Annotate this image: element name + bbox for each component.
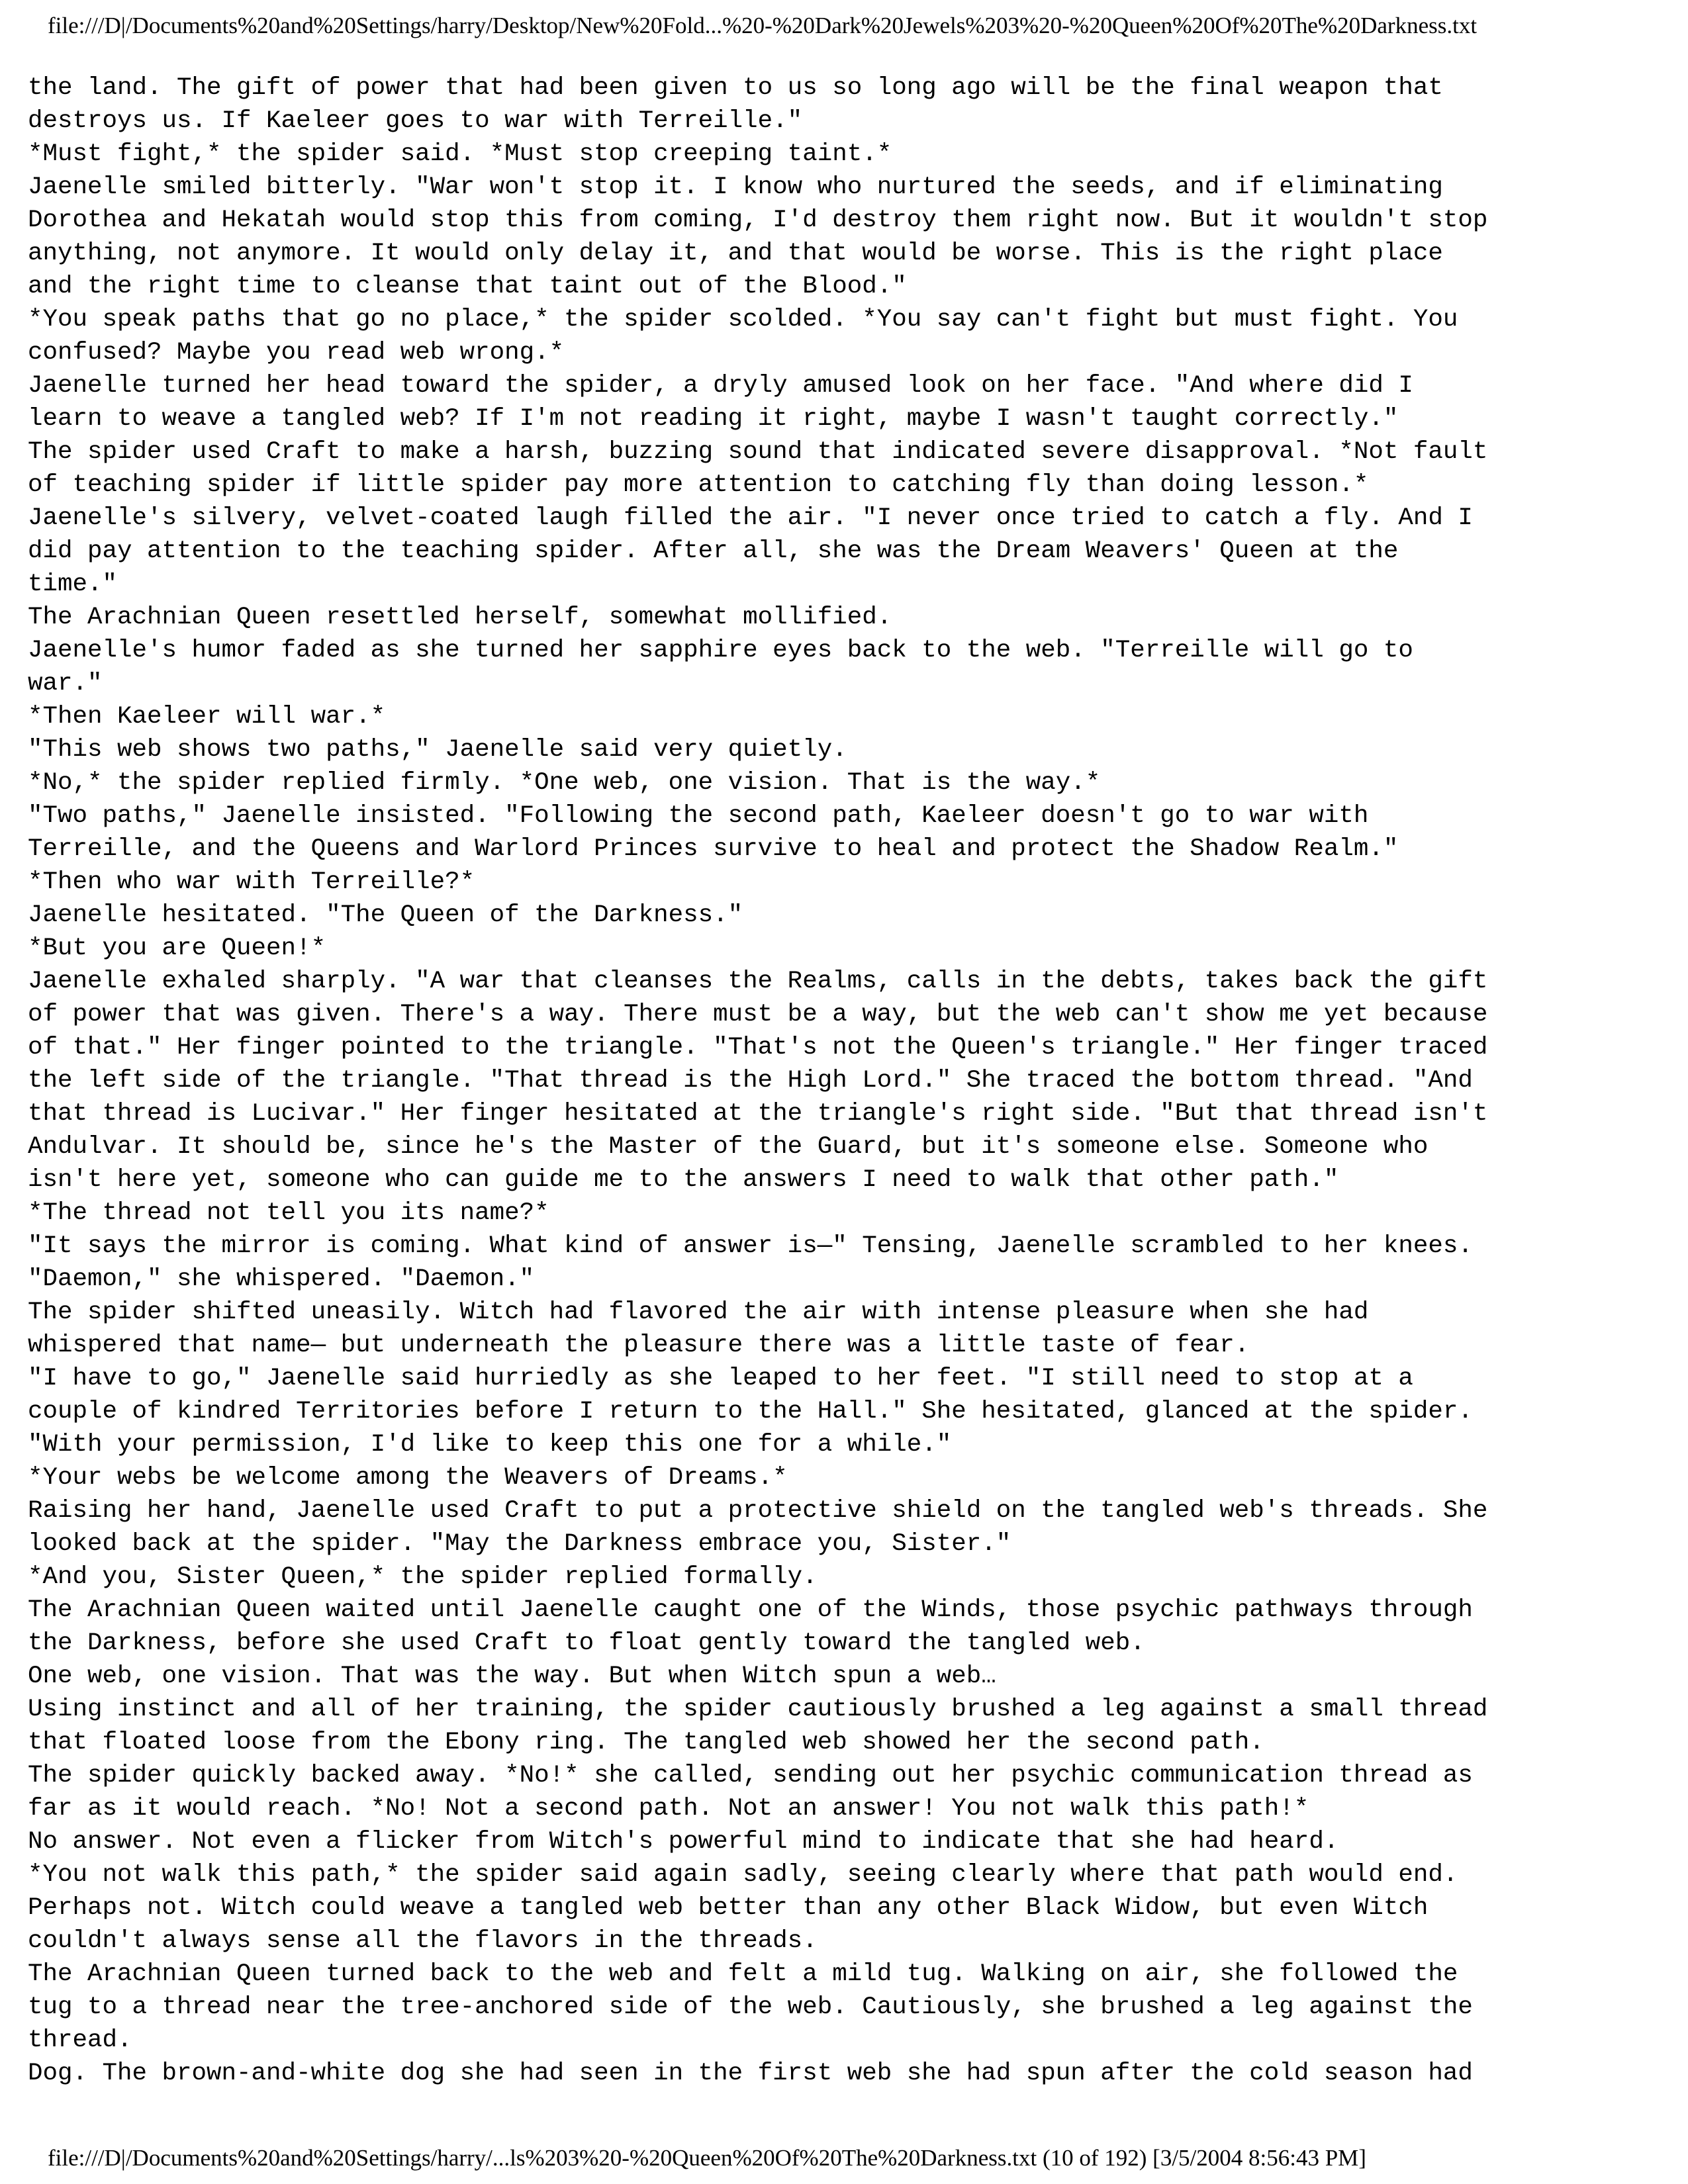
text-line: couldn't always sense all the flavors in the threads. bbox=[28, 1927, 818, 1955]
text-line: anything, not anymore. It would only delay it, and that would be worse. This is the right place bbox=[28, 240, 1443, 267]
text-line: did pay attention to the teaching spider. After all, she was the Dream Weavers' Queen at the bbox=[28, 537, 1399, 565]
text-line: the Darkness, before she used Craft to float gently toward the tangled web. bbox=[28, 1629, 1145, 1657]
text-line: Jaenelle's humor faded as she turned her sapphire eyes back to the web. "Terreille will go to bbox=[28, 637, 1413, 664]
text-line: Andulvar. It should be, since he's the Master of the Guard, but it's someone else. Someone who bbox=[28, 1133, 1429, 1161]
text-line: *No,* the spider replied firmly. *One web, one vision. That is the way.* bbox=[28, 769, 1101, 797]
page-footer-path: file:///D|/Documents%20and%20Settings/harry/...ls%203%20-%20Queen%20Of%20The%20Darkness.txt (10 of 192) [3/5/2004 8:56:43 PM] bbox=[48, 2145, 1366, 2171]
text-line: *Then who war with Terreille?* bbox=[28, 868, 475, 896]
text-line: *Then Kaeleer will war.* bbox=[28, 703, 386, 731]
text-line: confused? Maybe you read web wrong.* bbox=[28, 339, 565, 367]
text-line: the left side of the triangle. "That thread is the High Lord." She traced the bottom thread. "And bbox=[28, 1067, 1473, 1095]
text-line: thread. bbox=[28, 2026, 132, 2054]
text-line: Raising her hand, Jaenelle used Craft to put a protective shield on the tangled web's threads. She bbox=[28, 1497, 1488, 1525]
text-line: The Arachnian Queen waited until Jaenelle caught one of the Winds, those psychic pathways through bbox=[28, 1596, 1473, 1624]
text-line: *Must fight,* the spider said. *Must stop creeping taint.* bbox=[28, 140, 892, 168]
text-line: "Two paths," Jaenelle insisted. "Following the second path, Kaeleer doesn't go to war with bbox=[28, 802, 1369, 830]
text-line: *The thread not tell you its name?* bbox=[28, 1199, 549, 1227]
text-line: that floated loose from the Ebony ring. The tangled web showed her the second path. bbox=[28, 1729, 1264, 1756]
text-line: "With your permission, I'd like to keep this one for a while." bbox=[28, 1431, 952, 1459]
text-line: The spider quickly backed away. *No!* she called, sending out her psychic communication thread as bbox=[28, 1762, 1473, 1790]
text-line: No answer. Not even a flicker from Witch's powerful mind to indicate that she had heard. bbox=[28, 1828, 1339, 1856]
text-line: The Arachnian Queen resettled herself, somewhat mollified. bbox=[28, 604, 892, 631]
text-line: "I have to go," Jaenelle said hurriedly as she leaped to her feet. "I still need to stop at a bbox=[28, 1365, 1413, 1392]
text-line: far as it would reach. *No! Not a second path. Not an answer! You not walk this path!* bbox=[28, 1795, 1309, 1823]
text-line: The spider used Craft to make a harsh, buzzing sound that indicated severe disapproval. *Not fault bbox=[28, 438, 1488, 466]
text-line: "Daemon," she whispered. "Daemon." bbox=[28, 1265, 535, 1293]
text-line: couple of kindred Territories before I return to the Hall." She hesitated, glanced at the spider. bbox=[28, 1398, 1473, 1426]
text-line: Dorothea and Hekatah would stop this from coming, I'd destroy them right now. But it wouldn't stop bbox=[28, 206, 1488, 234]
document-body bbox=[28, 71, 1663, 2103]
text-line: One web, one vision. That was the way. But when Witch spun a web… bbox=[28, 1662, 996, 1690]
text-line: *You speak paths that go no place,* the spider scolded. *You say can't fight but must fight. You bbox=[28, 306, 1458, 334]
text-line: whispered that name— but underneath the pleasure there was a little taste of fear. bbox=[28, 1332, 1250, 1359]
text-line: isn't here yet, someone who can guide me to the answers I need to walk that other path." bbox=[28, 1166, 1339, 1194]
text-line: and the right time to cleanse that taint out of the Blood." bbox=[28, 273, 907, 300]
text-line: "It says the mirror is coming. What kind of answer is—" Tensing, Jaenelle scrambled to her knees. bbox=[28, 1232, 1473, 1260]
text-line: "This web shows two paths," Jaenelle said very quietly. bbox=[28, 736, 847, 764]
text-line: learn to weave a tangled web? If I'm not reading it right, maybe I wasn't taught correctly." bbox=[28, 405, 1399, 433]
text-line: *And you, Sister Queen,* the spider replied formally. bbox=[28, 1563, 818, 1591]
text-line: Jaenelle exhaled sharply. "A war that cleanses the Realms, calls in the debts, takes back the gift bbox=[28, 968, 1488, 995]
text-line: Dog. The brown-and-white dog she had seen in the first web she had spun after the cold season had bbox=[28, 2060, 1473, 2087]
text-line: *You not walk this path,* the spider said again sadly, seeing clearly where that path would end. bbox=[28, 1861, 1458, 1889]
text-line: looked back at the spider. "May the Darkness embrace you, Sister." bbox=[28, 1530, 1011, 1558]
text-line: Jaenelle smiled bitterly. "War won't stop it. I know who nurtured the seeds, and if eliminating bbox=[28, 173, 1443, 201]
text-line: The spider shifted uneasily. Witch had flavored the air with intense pleasure when she had bbox=[28, 1298, 1369, 1326]
text-line: of that." Her finger pointed to the triangle. "That's not the Queen's triangle." Her finger traced bbox=[28, 1034, 1488, 1062]
text-line: *But you are Queen!* bbox=[28, 934, 326, 962]
text-line: destroys us. If Kaeleer goes to war with Terreille." bbox=[28, 107, 803, 135]
text-line: Jaenelle's silvery, velvet-coated laugh filled the air. "I never once tried to catch a fly. And I bbox=[28, 504, 1473, 532]
text-line: of teaching spider if little spider pay more attention to catching fly than doing lesson.* bbox=[28, 471, 1369, 499]
text-line: Perhaps not. Witch could weave a tangled web better than any other Black Widow, but even Witch bbox=[28, 1894, 1429, 1922]
text-line: war." bbox=[28, 670, 103, 698]
text-line: Terreille, and the Queens and Warlord Princes survive to heal and protect the Shadow Realm." bbox=[28, 835, 1399, 863]
text-line: that thread is Lucivar." Her finger hesitated at the triangle's right side. "But that thread isn't bbox=[28, 1100, 1488, 1128]
text-line: *Your webs be welcome among the Weavers of Dreams.* bbox=[28, 1464, 788, 1492]
page-header-path: file:///D|/Documents%20and%20Settings/harry/Desktop/New%20Fold...%20-%20Dark%20Jewels%203%20-%20Queen%20Of%20The%20Darkness.txt bbox=[48, 13, 1477, 38]
text-line: time." bbox=[28, 570, 118, 598]
text-line: the land. The gift of power that had been given to us so long ago will be the final weapon that bbox=[28, 74, 1443, 102]
text-line: The Arachnian Queen turned back to the web and felt a mild tug. Walking on air, she followed the bbox=[28, 1960, 1458, 1988]
text-line: Jaenelle turned her head toward the spider, a dryly amused look on her face. "And where did I bbox=[28, 372, 1413, 400]
text-line: tug to a thread near the tree-anchored side of the web. Cautiously, she brushed a leg against the bbox=[28, 1993, 1473, 2021]
text-line: Using instinct and all of her training, the spider cautiously brushed a leg against a small thread bbox=[28, 1696, 1488, 1723]
text-line: Jaenelle hesitated. "The Queen of the Darkness." bbox=[28, 901, 743, 929]
text-line: of power that was given. There's a way. There must be a way, but the web can't show me yet because bbox=[28, 1001, 1488, 1028]
